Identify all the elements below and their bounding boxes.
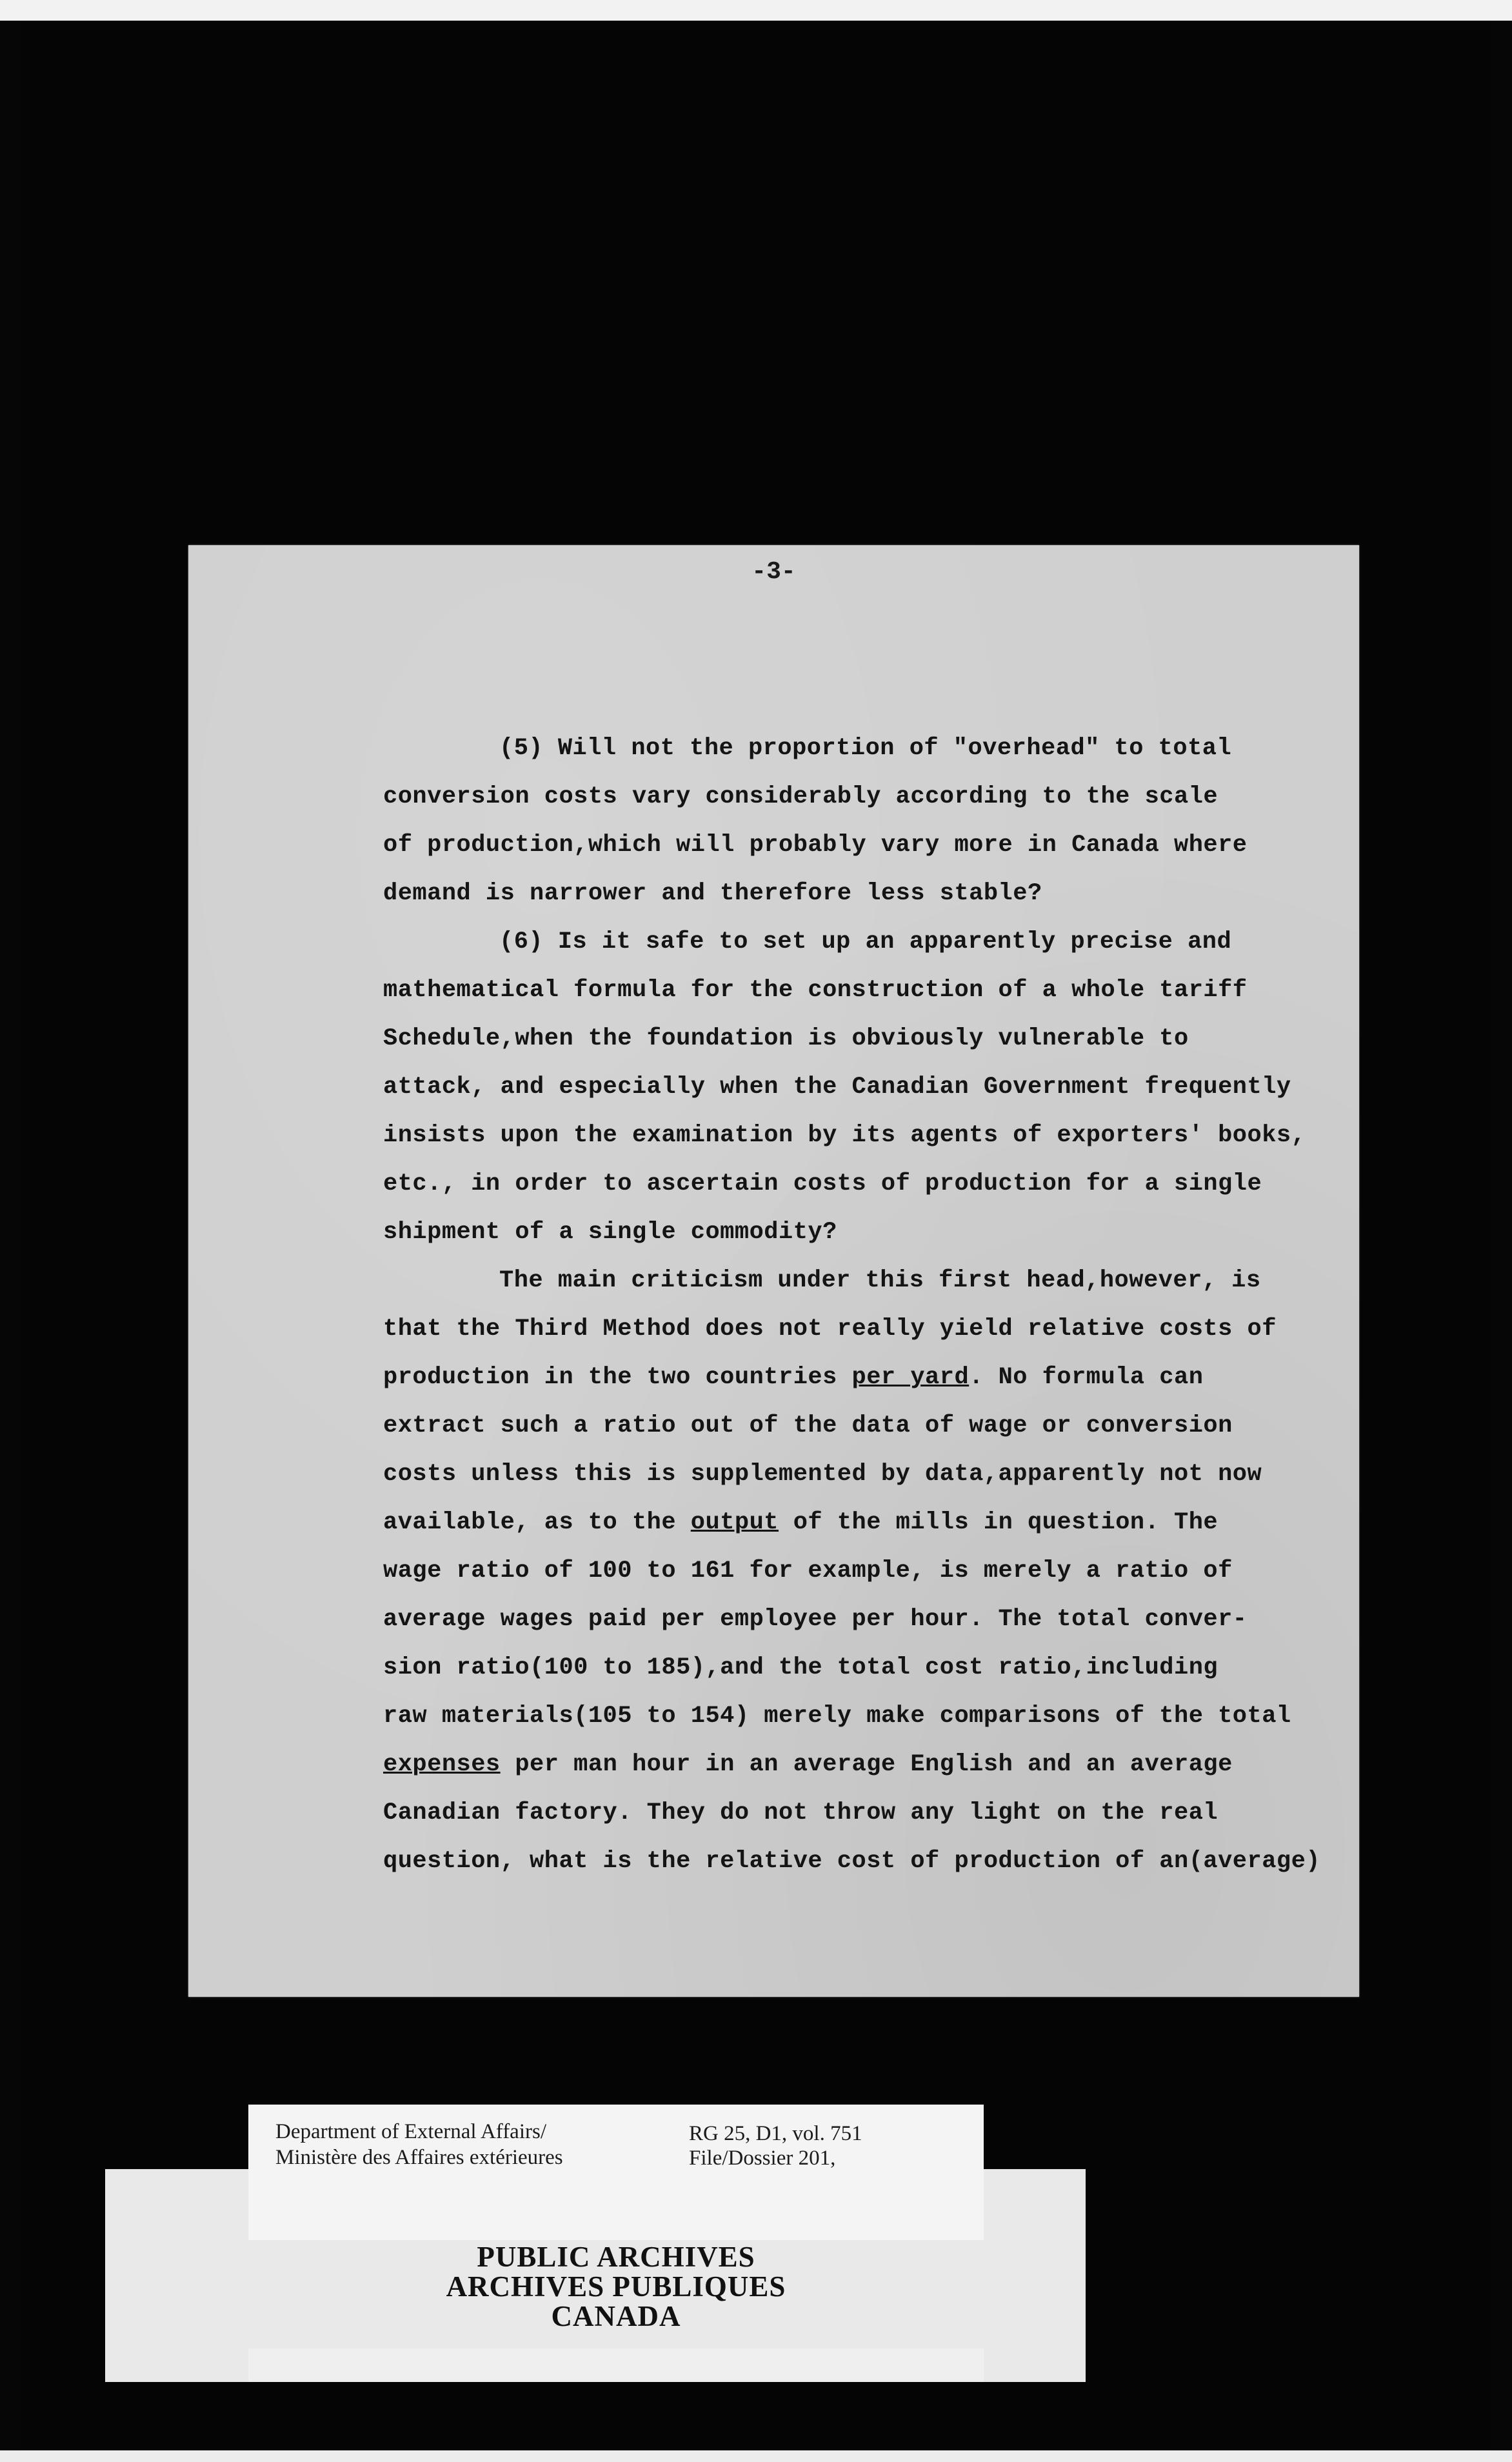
file-dossier-reference: File/Dossier 201, [689,2147,836,2170]
text-line: wage ratio of 100 to 161 for example, is merely a ratio of [383,1557,1233,1585]
stamp-country: CANADA [551,2300,681,2332]
text-segment: production in the two countries [383,1364,852,1391]
text-line: that the Third Method does not really yield relative costs of [383,1316,1277,1343]
text-segment: of the mills in question. The [779,1509,1219,1536]
text-line: conversion costs vary considerably according to the scale [383,783,1219,810]
text-line: average wages paid per employee per hour. The total conver- [383,1606,1248,1633]
document-page [188,545,1359,1997]
text-line: Canadian factory. They do not throw any light on the real [383,1799,1219,1826]
text-line: question, what is the relative cost of production of an(average) [383,1848,1321,1875]
archive-reference-card [248,2105,984,2240]
text-segment: per man hour in an average English and an average [500,1751,1233,1778]
film-bottom-edge [0,2450,1512,2462]
public-archives-stamp [248,2242,984,2339]
text-line: raw materials(105 to 154) merely make comparisons of the total [383,1703,1291,1730]
text-line: (6) Is it safe to set up an apparently precise and [499,928,1232,956]
text-line [383,1499,1364,1547]
text-line: sion ratio(100 to 185),and the total cost ratio,including [383,1654,1219,1681]
text-line: etc., in order to ascertain costs of production for a single [383,1170,1262,1197]
department-line-french: Ministère des Affaires extérieures [275,2146,563,2169]
text-line: shipment of a single commodity? [383,1219,837,1246]
film-top-edge [0,0,1512,21]
text-line [383,1354,1364,1402]
text-line: insists upon the examination by its agents of exporters' books, [383,1122,1306,1149]
underlined-word: expenses [383,1751,501,1778]
text-line: attack, and especially when the Canadian Government frequently [383,1074,1291,1101]
text-line: The main criticism under this first head,however, is [499,1267,1261,1294]
archive-label-lower-strip [248,2348,984,2382]
text-line [383,1741,1364,1789]
underlined-word: output [690,1509,779,1536]
record-group-reference: RG 25, D1, vol. 751 [689,2122,862,2145]
text-segment: . No formula can [969,1364,1204,1391]
text-line: extract such a ratio out of the data of wage or conversion [383,1412,1233,1439]
department-line-english: Department of External Affairs/ [275,2120,546,2143]
text-line: Schedule,when the foundation is obviously vulnerable to [383,1025,1189,1052]
text-line: demand is narrower and therefore less stable? [383,880,1042,907]
page-number: -3- [751,558,796,586]
body-text [383,725,1364,1886]
stamp-english: PUBLIC ARCHIVES [477,2241,755,2273]
department-name [275,2119,563,2170]
file-reference [689,2121,862,2170]
underlined-word: per yard [851,1364,970,1391]
stamp-french: ARCHIVES PUBLIQUES [446,2270,786,2303]
text-line: (5) Will not the proportion of "overhead" to total [499,735,1232,762]
text-line: of production,which will probably vary more in Canada where [383,832,1248,859]
text-segment: available, as to the [383,1509,691,1536]
text-line: mathematical formula for the construction of a whole tariff [383,977,1248,1004]
text-line: costs unless this is supplemented by data,apparently not now [383,1461,1262,1488]
